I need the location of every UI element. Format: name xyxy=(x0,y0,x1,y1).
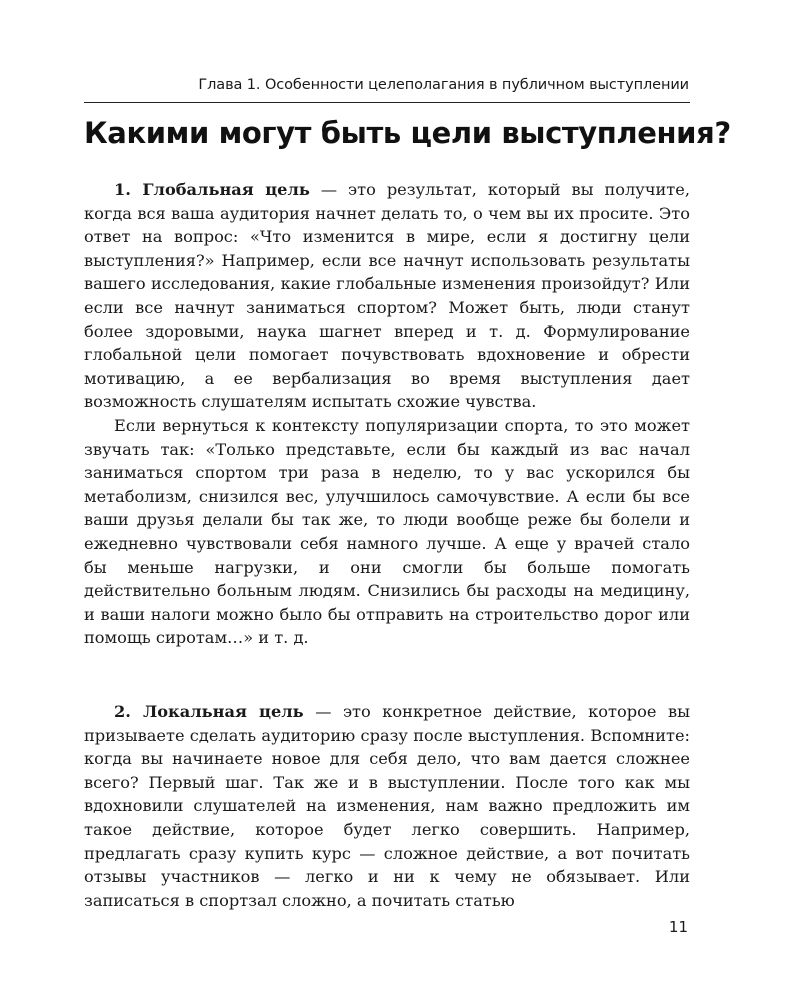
section-local-goal xyxy=(84,700,690,912)
section-global-goal xyxy=(84,178,690,650)
paragraph-text: — это конкретное действие, которое вы призываете сделать аудиторию сразу после выступления. Вспомните: когда вы начинаете новое для себя дело, что вам дается сложнее всего? Первый шаг. Так же и в выступлении. После того как мы вдохновили слушателей на изменения, нам важно предложить им такое действие, которое будет легко совершить. Например, предлагать сразу купить курс — сложное действие, а вот почитать отзывы участников — легко и ни к чему не обязывает. Или записаться в спортзал сложно, а почитать статью xyxy=(84,702,690,910)
paragraph xyxy=(84,178,690,414)
paragraph xyxy=(84,700,690,912)
paragraph-text: — это результат, который вы получите, когда вся ваша аудитория начнет делать то, о чем вы их просите. Это ответ на вопрос: «Что изменится в мире, если я достигну цели выступления?» Например, если все начнут использовать результаты вашего исследования, какие глобальные изменения произойдут? Или если все начнут заниматься спортом? Может быть, люди станут более здоровыми, наука шагнет вперед и т. д. Формулирование глобальной цели помогает почувствовать вдохновение и обрести мотивацию, а ее вербализация во время выступления дает возможность слушателям испытать схожие чувства. xyxy=(84,180,690,412)
page-title: Какими могут быть цели выступления? xyxy=(84,116,731,150)
section-heading-local-goal: 2. Локальная цель xyxy=(114,702,304,721)
header-rule xyxy=(84,102,690,103)
section-heading-global-goal: 1. Глобальная цель xyxy=(114,180,310,199)
paragraph: Если вернуться к контексту популяризации спорта, то это может звучать так: «Только представьте, если бы каждый из вас начал заниматься спортом три раза в неделю, то у вас ускорился бы метаболизм, снизился вес, улучшилось самочувствие. А если бы все ваши друзья делали бы так же, то люди вообще реже бы болели и ежедневно чувствовали себя намного лучше. А еще у врачей стало бы меньше нагрузки, и они смогли бы больше помогать действительно больным людям. Снизились бы расходы на медицину, и ваши налоги можно было бы отправить на строительство дорог или помощь сиротам…» и т. д. xyxy=(84,415,690,648)
page-number: 11 xyxy=(668,918,688,936)
running-head: Глава 1. Особенности целеполагания в публичном выступлении xyxy=(198,77,689,93)
